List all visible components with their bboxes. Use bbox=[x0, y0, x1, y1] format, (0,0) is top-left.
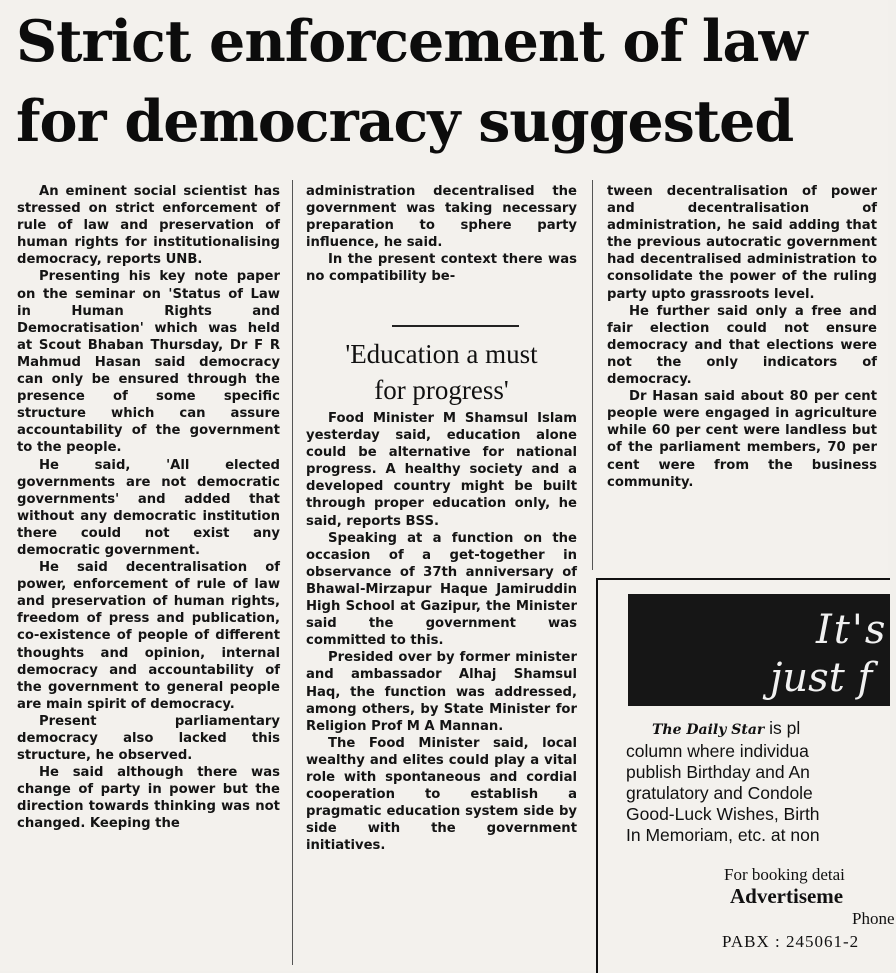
column-divider bbox=[592, 180, 593, 570]
education-story bbox=[306, 410, 577, 854]
ad-body-line-5: Good-Luck Wishes, Birth bbox=[626, 804, 820, 824]
article-paragraph: Speaking at a function on the occasion of a get-together in observance of 37th anniversary of Bhawal-Mirzapur Haque Jamiruddin High School at Gazipur, the Minister said the government was committed to this. bbox=[306, 530, 577, 649]
ad-body-line bbox=[626, 718, 896, 741]
article-paragraph: The Food Minister said, local wealthy and elites could play a vital role with spontaneous and cordial cooperation to establish a pragmatic education system side by side with the government initiatives. bbox=[306, 735, 577, 854]
ad-body-line-2: column where individua bbox=[626, 741, 809, 761]
ad-body-line-3: publish Birthday and An bbox=[626, 762, 810, 782]
article-paragraph: He said, 'All elected governments are not democratic governments' and added that without any democratic institution there could not exist any democratic government. bbox=[17, 457, 280, 558]
article-paragraph: An eminent social scientist has stressed on strict enforcement of rule of law and preservation of human rights for institutionalising democracy, reports UNB. bbox=[17, 184, 280, 268]
article-paragraph: He said although there was change of party in power but the direction towards thinking was not changed. Keeping the bbox=[17, 765, 280, 832]
ad-body-line-4: gratulatory and Condole bbox=[626, 783, 813, 803]
story-separator bbox=[392, 325, 519, 327]
ad-phone-number: PABX : 245061-2 bbox=[722, 932, 860, 951]
article-paragraph: Food Minister M Shamsul Islam yesterday said, education alone could be alternative for national progress. A healthy society and a developed country might be built through proper education only, he said, reports BSS. bbox=[306, 411, 577, 529]
article-paragraph: He said decentralisation of power, enforcement of rule of law and preservation of human rights, freedom of press and publication, co-existence of people of different thoughts and opinion, internal democracy and accountability of the government to general people are main spirit of democracy. bbox=[17, 560, 280, 712]
ad-banner-line-1: It's bbox=[816, 607, 888, 653]
ad-contact-line-2: Advertiseme bbox=[730, 884, 844, 908]
article-column-1 bbox=[17, 183, 280, 833]
article-paragraph: Present parliamentary democracy also lacked this structure, he observed. bbox=[17, 713, 280, 764]
ad-banner bbox=[628, 594, 890, 706]
article-paragraph: Presenting his key note paper on the seminar on 'Status of Law in Human Rights and Democratisation' which was held at Scout Bhaban Thursday, Dr F R Mahmud Hasan said democracy can only be ensured through the presence of some specific structure which can assure accountability of the government to the people. bbox=[17, 269, 280, 456]
article-column-2 bbox=[306, 183, 577, 286]
article-paragraph: administration decentralised the government was taking necessary preparation to sphere party influence, he said. bbox=[306, 184, 577, 251]
headline-line-2: for democracy suggested bbox=[16, 88, 794, 155]
headline bbox=[16, 2, 882, 162]
ad-banner-line-2: just f bbox=[770, 655, 873, 701]
ad-body-line-1: is pl bbox=[764, 718, 801, 738]
article-paragraph: He further said only a free and fair election could not ensure democracy and that elections were not the only indicators of democracy. bbox=[607, 303, 877, 388]
article-paragraph: In the present context there was no compatibility be- bbox=[306, 252, 577, 285]
article-paragraph: Presided over by former minister and ambassador Alhaj Shamsul Haq, the function was addressed, among others, by State Minister for Religion Prof M A Mannan. bbox=[306, 650, 577, 734]
education-headline-line-2: for progress' bbox=[374, 375, 509, 405]
advertisement-box bbox=[596, 578, 895, 973]
article-column-3 bbox=[607, 183, 877, 491]
education-headline bbox=[306, 336, 577, 408]
ad-contact-line-1: For booking detai bbox=[724, 865, 845, 884]
article-paragraph: Dr Hasan said about 80 per cent people were engaged in agriculture while 60 per cent were landless but of the parliament members, 70 per cent were from the business community. bbox=[607, 389, 877, 490]
newspaper-brand-logo: The Daily Star bbox=[652, 722, 765, 738]
headline-line-1: Strict enforcement of law bbox=[16, 8, 807, 75]
ad-contact bbox=[626, 864, 896, 953]
education-headline-line-1: 'Education a must bbox=[345, 339, 538, 369]
article-paragraph: tween decentralisation of power and decentralisation of administration, he said adding that the previous autocratic government had decentralised administration to consolidate the power of the ruling party upto grassroots level. bbox=[607, 184, 877, 302]
ad-body-line-6: In Memoriam, etc. at non bbox=[626, 825, 820, 845]
ad-contact-line-3: Phone bbox=[852, 909, 895, 928]
ad-body-text bbox=[626, 718, 896, 846]
column-divider bbox=[292, 180, 293, 965]
